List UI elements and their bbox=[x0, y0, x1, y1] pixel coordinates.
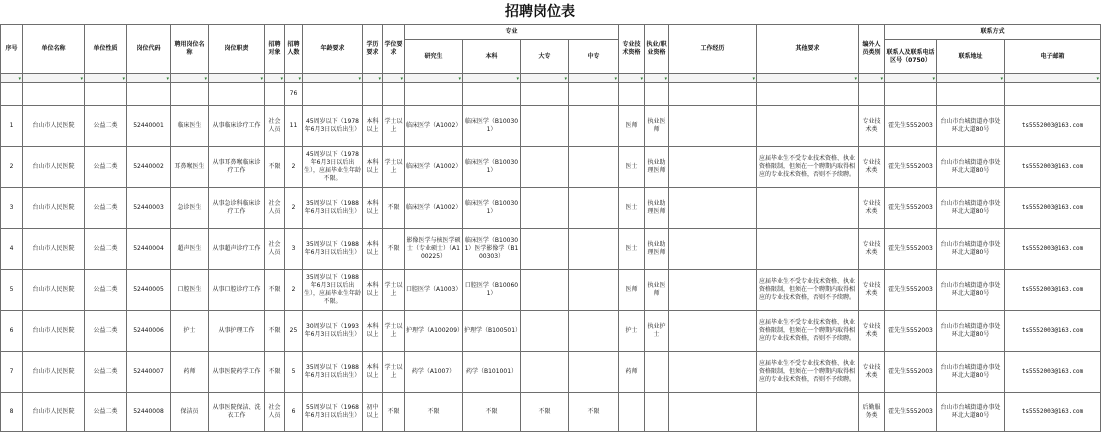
table-row bbox=[1, 147, 1101, 188]
cell-contact-email: ts5552003@163.com bbox=[1005, 393, 1101, 432]
cell-other bbox=[757, 229, 859, 270]
cell-unit: 台山市人民医院 bbox=[23, 188, 85, 229]
filter-row bbox=[1, 74, 1101, 83]
cell-secondary bbox=[569, 106, 619, 147]
cell-other: 应届毕业生不受专业技术资格、执业资格限制，但须在一个聘期内取得相应的专业技术资格，否则不予续聘。 bbox=[757, 147, 859, 188]
cell-age: 35周岁以下（1988年6月3日以后出生） bbox=[303, 352, 363, 393]
cell-target: 社会人员 bbox=[265, 229, 285, 270]
cell-contact-addr: 台山市台城街道办事处环北大道80号 bbox=[937, 352, 1005, 393]
cell-experience bbox=[669, 352, 757, 393]
cell-secondary bbox=[569, 352, 619, 393]
cell-contact-phone: 霍先生5552003 bbox=[885, 147, 937, 188]
filter-cell[interactable] bbox=[645, 74, 669, 83]
cell-staff-type: 专业技术类 bbox=[859, 311, 885, 352]
cell-edu: 初中以上 bbox=[363, 393, 383, 432]
cell-seq: 8 bbox=[1, 393, 23, 432]
header-contact-email: 电子邮箱 bbox=[1005, 40, 1101, 74]
filter-dropdown-icon[interactable]: ▾ bbox=[932, 76, 936, 82]
filter-dropdown-icon[interactable]: ▾ bbox=[18, 76, 21, 82]
cell-contact-email: ts5552003@163.com bbox=[1005, 106, 1101, 147]
cell-tech-qual: 医师 bbox=[619, 106, 645, 147]
cell-unit: 台山市人民医院 bbox=[23, 106, 85, 147]
cell-bachelor: 药学（B101001） bbox=[463, 352, 521, 393]
cell-other bbox=[757, 188, 859, 229]
cell-count: 2 bbox=[285, 188, 303, 229]
table-row bbox=[1, 188, 1101, 229]
cell-grad: 不限 bbox=[405, 393, 463, 432]
cell-age: 45周岁以下（1978年6月3日以后出生） bbox=[303, 106, 363, 147]
cell-staff-type: 专业技术类 bbox=[859, 270, 885, 311]
cell-edu: 本科以上 bbox=[363, 106, 383, 147]
header-other: 其他要求 bbox=[757, 25, 859, 74]
cell-contact-email: ts5552003@163.com bbox=[1005, 270, 1101, 311]
cell-post-code: 52440006 bbox=[127, 311, 171, 352]
header-age: 年龄要求 bbox=[303, 25, 363, 74]
cell-contact-phone: 霍先生5552003 bbox=[885, 270, 937, 311]
cell-contact-addr: 台山市台城街道办事处环北大道80号 bbox=[937, 311, 1005, 352]
cell-contact-email: ts5552003@163.com bbox=[1005, 352, 1101, 393]
cell-secondary bbox=[569, 188, 619, 229]
cell-staff-type: 专业技术类 bbox=[859, 188, 885, 229]
filter-dropdown-icon[interactable]: ▾ bbox=[516, 76, 519, 82]
header-secondary: 中专 bbox=[569, 40, 619, 74]
filter-dropdown-icon[interactable]: ▾ bbox=[298, 76, 301, 82]
header-target: 招聘对象 bbox=[265, 25, 285, 74]
cell-post-code: 52440005 bbox=[127, 270, 171, 311]
cell-contact-email: ts5552003@163.com bbox=[1005, 229, 1101, 270]
cell-vocational bbox=[645, 352, 669, 393]
cell-target: 不限 bbox=[265, 352, 285, 393]
cell-seq: 2 bbox=[1, 147, 23, 188]
header-unit: 单位名称 bbox=[23, 25, 85, 74]
cell-post-name: 药师 bbox=[171, 352, 209, 393]
cell-post-code: 52440007 bbox=[127, 352, 171, 393]
cell-other: 应届毕业生不受专业技术资格、执业资格限制，但须在一个聘期内取得相应的专业技术资格，否则不予续聘。 bbox=[757, 352, 859, 393]
header-post-name: 聘用岗位名称 bbox=[171, 25, 209, 74]
filter-dropdown-icon[interactable]: ▾ bbox=[564, 76, 567, 82]
cell-unit-type: 公益二类 bbox=[85, 352, 127, 393]
cell-secondary bbox=[569, 229, 619, 270]
cell-unit: 台山市人民医院 bbox=[23, 229, 85, 270]
cell-degree: 不限 bbox=[383, 229, 405, 270]
cell-other bbox=[757, 106, 859, 147]
filter-cell[interactable] bbox=[521, 74, 569, 83]
cell-staff-type: 专业技术类 bbox=[859, 147, 885, 188]
table-row bbox=[1, 270, 1101, 311]
cell-seq: 3 bbox=[1, 188, 23, 229]
cell-grad: 临床医学（A1002） bbox=[405, 106, 463, 147]
cell-post-name: 临床医生 bbox=[171, 106, 209, 147]
cell-bachelor: 护理学（B100501） bbox=[463, 311, 521, 352]
filter-cell[interactable] bbox=[265, 74, 285, 83]
cell-count: 6 bbox=[285, 393, 303, 432]
filter-cell[interactable] bbox=[363, 74, 383, 83]
cell-other: 应届毕业生不受专业技术资格、执业资格限制，但须在一个聘期内取得相应的专业技术资格，否则不予续聘。 bbox=[757, 311, 859, 352]
table-row bbox=[1, 106, 1101, 147]
cell-post-code: 52440008 bbox=[127, 393, 171, 432]
cell-seq: 5 bbox=[1, 270, 23, 311]
filter-dropdown-icon[interactable]: ▾ bbox=[166, 76, 169, 82]
cell-grad: 临床医学（A1002） bbox=[405, 188, 463, 229]
cell-experience bbox=[669, 188, 757, 229]
cell-secondary bbox=[569, 270, 619, 311]
cell-tech-qual: 医士 bbox=[619, 188, 645, 229]
cell-bachelor: 临床医学（B100301） bbox=[463, 106, 521, 147]
filter-cell[interactable] bbox=[23, 74, 85, 83]
header-count: 招聘人数 bbox=[285, 25, 303, 74]
filter-dropdown-icon[interactable]: ▾ bbox=[752, 76, 756, 82]
cell-unit: 台山市人民医院 bbox=[23, 270, 85, 311]
cell-age: 30周岁以下（1993年6月3日以后出生） bbox=[303, 311, 363, 352]
cell-target: 社会人员 bbox=[265, 393, 285, 432]
filter-dropdown-icon[interactable]: ▾ bbox=[458, 76, 461, 82]
cell-duty: 从事护理工作 bbox=[209, 311, 265, 352]
cell-tech-qual: 药师 bbox=[619, 352, 645, 393]
cell-contact-phone: 霍先生5552003 bbox=[885, 106, 937, 147]
cell-grad: 护理学（A100209） bbox=[405, 311, 463, 352]
filter-cell[interactable] bbox=[383, 74, 405, 83]
cell-bachelor: 不限 bbox=[463, 393, 521, 432]
filter-cell[interactable] bbox=[1, 74, 23, 83]
cell-unit-type: 公益二类 bbox=[85, 270, 127, 311]
cell-duty: 从事急诊科临床诊疗工作 bbox=[209, 188, 265, 229]
cell-count: 25 bbox=[285, 311, 303, 352]
table-row bbox=[1, 229, 1101, 270]
cell-count: 2 bbox=[285, 270, 303, 311]
cell-secondary: 不限 bbox=[569, 393, 619, 432]
filter-dropdown-icon[interactable]: ▾ bbox=[664, 76, 668, 82]
cell-staff-type: 后勤服务类 bbox=[859, 393, 885, 432]
cell-bachelor: 口腔医学（B100601） bbox=[463, 270, 521, 311]
filter-dropdown-icon[interactable]: ▾ bbox=[854, 76, 858, 82]
cell-experience bbox=[669, 106, 757, 147]
cell-college bbox=[521, 106, 569, 147]
cell-tech-qual: 护士 bbox=[619, 311, 645, 352]
filter-dropdown-icon[interactable]: ▾ bbox=[1096, 76, 1100, 82]
cell-experience bbox=[669, 229, 757, 270]
cell-age: 45周岁以下（1978年6月3日以后出生），应届毕业生年龄不限。 bbox=[303, 147, 363, 188]
cell-degree: 学士以上 bbox=[383, 106, 405, 147]
filter-cell[interactable] bbox=[937, 74, 1005, 83]
cell-unit-type: 公益二类 bbox=[85, 147, 127, 188]
cell-unit-type: 公益二类 bbox=[85, 311, 127, 352]
cell-contact-phone: 霍先生5552003 bbox=[885, 229, 937, 270]
cell-contact-phone: 霍先生5552003 bbox=[885, 311, 937, 352]
header-experience: 工作经历 bbox=[669, 25, 757, 74]
cell-duty: 从事超声诊疗工作 bbox=[209, 229, 265, 270]
cell-unit: 台山市人民医院 bbox=[23, 147, 85, 188]
cell-post-code: 52440002 bbox=[127, 147, 171, 188]
cell-post-name: 护士 bbox=[171, 311, 209, 352]
cell-vocational: 执业助理医师 bbox=[645, 147, 669, 188]
filter-cell[interactable] bbox=[209, 74, 265, 83]
header-degree: 学位要求 bbox=[383, 25, 405, 74]
cell-degree: 不限 bbox=[383, 188, 405, 229]
cell-post-name: 超声医生 bbox=[171, 229, 209, 270]
cell-degree: 学士以上 bbox=[383, 311, 405, 352]
cell-age: 55周岁以下（1968年6月3日以后出生） bbox=[303, 393, 363, 432]
cell-experience bbox=[669, 393, 757, 432]
filter-cell[interactable] bbox=[669, 74, 757, 83]
cell-tech-qual bbox=[619, 393, 645, 432]
table-row bbox=[1, 311, 1101, 352]
header-contact-group: 联系方式 bbox=[885, 25, 1101, 40]
filter-dropdown-icon[interactable]: ▾ bbox=[640, 76, 644, 82]
cell-unit: 台山市人民医院 bbox=[23, 311, 85, 352]
cell-degree: 学士以上 bbox=[383, 270, 405, 311]
cell-grad: 口腔医学（A1003） bbox=[405, 270, 463, 311]
cell-vocational: 执业助理医师 bbox=[645, 229, 669, 270]
header-duty: 岗位职责 bbox=[209, 25, 265, 74]
cell-vocational: 执业护士 bbox=[645, 311, 669, 352]
filter-cell[interactable] bbox=[619, 74, 645, 83]
header-post-code: 岗位代码 bbox=[127, 25, 171, 74]
cell-staff-type: 专业技术类 bbox=[859, 352, 885, 393]
filter-cell[interactable] bbox=[303, 74, 363, 83]
cell-bachelor: 临床医学（B100301） bbox=[463, 188, 521, 229]
filter-dropdown-icon[interactable]: ▾ bbox=[378, 76, 381, 82]
header-seq: 序号 bbox=[1, 25, 23, 74]
cell-edu: 本科以上 bbox=[363, 270, 383, 311]
filter-cell[interactable] bbox=[85, 74, 127, 83]
cell-contact-email: ts5552003@163.com bbox=[1005, 311, 1101, 352]
cell-edu: 本科以上 bbox=[363, 311, 383, 352]
cell-college bbox=[521, 229, 569, 270]
header-bachelor: 本科 bbox=[463, 40, 521, 74]
cell-contact-phone: 霍先生5552003 bbox=[885, 188, 937, 229]
cell-post-code: 52440001 bbox=[127, 106, 171, 147]
cell-college bbox=[521, 147, 569, 188]
cell-post-name: 口腔医生 bbox=[171, 270, 209, 311]
cell-bachelor: 临床医学（B100301）医学影像学（B100303） bbox=[463, 229, 521, 270]
page-title: 招聘岗位表 bbox=[505, 4, 575, 20]
cell-tech-qual: 医士 bbox=[619, 229, 645, 270]
cell-target: 社会人员 bbox=[265, 188, 285, 229]
filter-dropdown-icon[interactable]: ▾ bbox=[260, 76, 263, 82]
total-count: 76 bbox=[285, 83, 303, 106]
cell-contact-phone: 霍先生5552003 bbox=[885, 393, 937, 432]
cell-college bbox=[521, 270, 569, 311]
header-contact-phone: 联系人及联系电话区号（0750） bbox=[885, 40, 937, 74]
cell-experience bbox=[669, 270, 757, 311]
filter-dropdown-icon[interactable]: ▾ bbox=[400, 76, 403, 82]
filter-cell[interactable] bbox=[757, 74, 859, 83]
header-staff-type: 编外人员类别 bbox=[859, 25, 885, 74]
cell-other bbox=[757, 393, 859, 432]
cell-grad: 药学（A1007） bbox=[405, 352, 463, 393]
cell-secondary bbox=[569, 311, 619, 352]
cell-degree: 学士以上 bbox=[383, 352, 405, 393]
header-vocational: 执业/职业资格 bbox=[645, 25, 669, 74]
header-contact-addr: 联系地址 bbox=[937, 40, 1005, 74]
cell-count: 3 bbox=[285, 229, 303, 270]
cell-staff-type: 专业技术类 bbox=[859, 106, 885, 147]
cell-count: 11 bbox=[285, 106, 303, 147]
cell-post-name: 保洁员 bbox=[171, 393, 209, 432]
cell-contact-addr: 台山市台城街道办事处环北大道80号 bbox=[937, 393, 1005, 432]
cell-grad: 临床医学（A1002） bbox=[405, 147, 463, 188]
cell-seq: 6 bbox=[1, 311, 23, 352]
cell-seq: 1 bbox=[1, 106, 23, 147]
cell-college bbox=[521, 188, 569, 229]
cell-experience bbox=[669, 311, 757, 352]
cell-college bbox=[521, 352, 569, 393]
cell-unit-type: 公益二类 bbox=[85, 393, 127, 432]
cell-seq: 4 bbox=[1, 229, 23, 270]
cell-age: 35周岁以下（1988年6月3日以后出生），应届毕业生年龄不限。 bbox=[303, 270, 363, 311]
cell-target: 不限 bbox=[265, 147, 285, 188]
cell-unit: 台山市人民医院 bbox=[23, 352, 85, 393]
cell-edu: 本科以上 bbox=[363, 352, 383, 393]
filter-dropdown-icon[interactable]: ▾ bbox=[280, 76, 283, 82]
cell-bachelor: 临床医学（B100301） bbox=[463, 147, 521, 188]
filter-cell[interactable] bbox=[405, 74, 463, 83]
cell-college: 不限 bbox=[521, 393, 569, 432]
cell-grad: 影像医学与核医学硕士（专业硕士）（A100225） bbox=[405, 229, 463, 270]
cell-staff-type: 专业技术类 bbox=[859, 229, 885, 270]
cell-unit: 台山市人民医院 bbox=[23, 393, 85, 432]
filter-cell[interactable] bbox=[569, 74, 619, 83]
header-major-group: 专业 bbox=[405, 25, 619, 40]
cell-contact-addr: 台山市台城街道办事处环北大道80号 bbox=[937, 188, 1005, 229]
filter-cell[interactable] bbox=[885, 74, 937, 83]
cell-duty: 从事医院药学工作 bbox=[209, 352, 265, 393]
cell-age: 35周岁以下（1988年6月3日以后出生） bbox=[303, 229, 363, 270]
filter-dropdown-icon[interactable]: ▾ bbox=[122, 76, 125, 82]
cell-duty: 从事临床诊疗工作 bbox=[209, 106, 265, 147]
cell-count: 5 bbox=[285, 352, 303, 393]
cell-contact-email: ts5552003@163.com bbox=[1005, 188, 1101, 229]
cell-tech-qual: 医师 bbox=[619, 270, 645, 311]
cell-unit-type: 公益二类 bbox=[85, 188, 127, 229]
cell-degree: 学士以上 bbox=[383, 147, 405, 188]
cell-contact-phone: 霍先生5552003 bbox=[885, 352, 937, 393]
cell-vocational: 执业医师 bbox=[645, 106, 669, 147]
cell-unit-type: 公益二类 bbox=[85, 106, 127, 147]
header-unit-type: 单位性质 bbox=[85, 25, 127, 74]
filter-cell[interactable] bbox=[463, 74, 521, 83]
cell-seq: 7 bbox=[1, 352, 23, 393]
cell-duty: 从事口腔诊疗工作 bbox=[209, 270, 265, 311]
cell-duty: 从事耳鼻喉临床诊疗工作 bbox=[209, 147, 265, 188]
cell-post-name: 耳鼻喉医生 bbox=[171, 147, 209, 188]
cell-vocational: 执业助理医师 bbox=[645, 188, 669, 229]
header-edu: 学历要求 bbox=[363, 25, 383, 74]
header-tech-qual: 专业技术资格 bbox=[619, 25, 645, 74]
header-college: 大专 bbox=[521, 40, 569, 74]
cell-post-name: 急诊医生 bbox=[171, 188, 209, 229]
cell-unit-type: 公益二类 bbox=[85, 229, 127, 270]
filter-dropdown-icon[interactable]: ▾ bbox=[880, 76, 884, 82]
cell-degree: 不限 bbox=[383, 393, 405, 432]
recruitment-table bbox=[0, 24, 1101, 432]
table-row bbox=[1, 352, 1101, 393]
cell-target: 不限 bbox=[265, 311, 285, 352]
filter-dropdown-icon[interactable]: ▾ bbox=[358, 76, 361, 82]
cell-age: 35周岁以下（1988年6月3日以后出生） bbox=[303, 188, 363, 229]
cell-duty: 从事医院保洁、洗衣工作 bbox=[209, 393, 265, 432]
filter-dropdown-icon[interactable]: ▾ bbox=[1000, 76, 1004, 82]
cell-edu: 本科以上 bbox=[363, 188, 383, 229]
header-grad: 研究生 bbox=[405, 40, 463, 74]
table-row bbox=[1, 393, 1101, 432]
cell-post-code: 52440004 bbox=[127, 229, 171, 270]
cell-contact-addr: 台山市台城街道办事处环北大道80号 bbox=[937, 270, 1005, 311]
header-row-1 bbox=[1, 25, 1101, 40]
filter-cell[interactable] bbox=[859, 74, 885, 83]
cell-target: 社会人员 bbox=[265, 106, 285, 147]
filter-dropdown-icon[interactable]: ▾ bbox=[204, 76, 207, 82]
cell-target: 不限 bbox=[265, 270, 285, 311]
filter-cell[interactable] bbox=[285, 74, 303, 83]
cell-secondary bbox=[569, 147, 619, 188]
cell-count: 2 bbox=[285, 147, 303, 188]
cell-edu: 本科以上 bbox=[363, 147, 383, 188]
filter-cell[interactable] bbox=[171, 74, 209, 83]
cell-contact-addr: 台山市台城街道办事处环北大道80号 bbox=[937, 147, 1005, 188]
filter-cell[interactable] bbox=[1005, 74, 1101, 83]
filter-cell[interactable] bbox=[127, 74, 171, 83]
total-row bbox=[1, 83, 1101, 106]
cell-experience bbox=[669, 147, 757, 188]
cell-contact-email: ts5552003@163.com bbox=[1005, 147, 1101, 188]
cell-post-code: 52440003 bbox=[127, 188, 171, 229]
cell-contact-addr: 台山市台城街道办事处环北大道80号 bbox=[937, 106, 1005, 147]
cell-vocational bbox=[645, 393, 669, 432]
cell-college bbox=[521, 311, 569, 352]
cell-other: 应届毕业生不受专业技术资格、执业资格限制，但须在一个聘期内取得相应的专业技术资格，否则不予续聘。 bbox=[757, 270, 859, 311]
cell-contact-addr: 台山市台城街道办事处环北大道80号 bbox=[937, 229, 1005, 270]
cell-tech-qual: 医士 bbox=[619, 147, 645, 188]
filter-dropdown-icon[interactable]: ▾ bbox=[80, 76, 83, 82]
cell-edu: 本科以上 bbox=[363, 229, 383, 270]
cell-vocational: 执业医师 bbox=[645, 270, 669, 311]
filter-dropdown-icon[interactable]: ▾ bbox=[614, 76, 618, 82]
